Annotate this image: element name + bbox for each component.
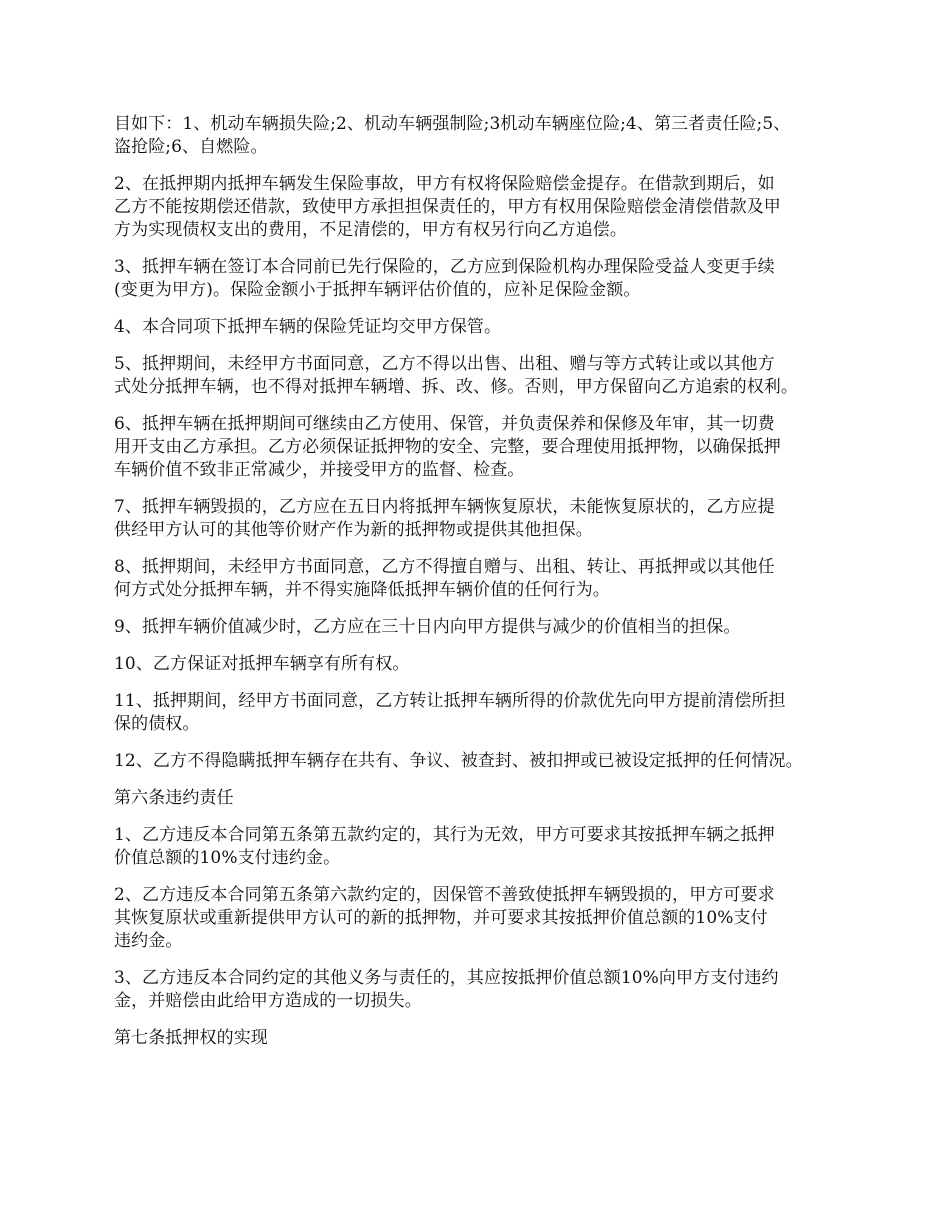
paragraph-clause-8: 8、抵押期间，未经甲方书面同意，乙方不得擅自赠与、出租、转让、再抵押或以其他任 何方式处分抵押车辆，并不得实施降低抵押车辆价值的任何行为。	[114, 557, 775, 600]
paragraph-clause-4: 4、本合同项下抵押车辆的保险凭证均交甲方保管。	[114, 317, 502, 337]
paragraph-clause-2: 2、在抵押期内抵押车辆发生保险事故，甲方有权将保险赔偿金提存。在借款到期后，如 乙方不能按期偿还借款，致使甲方承担担保责任的，甲方有权用保险赔偿金清偿借款及甲 方为实现债权支出的费用，不足清偿的，甲方有权另行向乙方追偿。	[114, 174, 781, 240]
paragraph-clause-12: 12、乙方不得隐瞒抵押车辆存在共有、争议、被查封、被扣押或已被设定抵押的任何情况。	[114, 751, 803, 771]
document-body	[114, 113, 844, 1064]
paragraph-breach-3: 3、乙方违反本合同约定的其他义务与责任的，其应按抵押价值总额10%向甲方支付违约 金，并赔偿由此给甲方造成的一切损失。	[114, 968, 779, 1011]
section-heading-article-6: 第六条违约责任	[114, 788, 234, 808]
paragraph-clause-7: 7、抵押车辆毁损的，乙方应在五日内将抵押车辆恢复原状，未能恢复原状的，乙方应提 供经甲方认可的其他等价财产作为新的抵押物或提供其他担保。	[114, 497, 775, 540]
paragraph-breach-2: 2、乙方违反本合同第五条第六款约定的，因保管不善致使抵押车辆毁损的，甲方可要求 其恢复原状或重新提供甲方认可的新的抵押物，并可要求其按抵押价值总额的10%支付 违约金。	[114, 885, 775, 951]
paragraph-clause-11: 11、抵押期间，经甲方书面同意，乙方转让抵押车辆所得的价款优先向甲方提前清偿所担 保的债权。	[114, 691, 786, 734]
paragraph-clause-6: 6、抵押车辆在抵押期间可继续由乙方使用、保管，并负责保养和保修及年审，其一切费 用开支由乙方承担。乙方必须保证抵押物的安全、完整，要合理使用抵押物，以确保抵押 车辆价值不致非正常减少，并接受甲方的监督、检查。	[114, 414, 781, 480]
paragraph-clause-3: 3、抵押车辆在签订本合同前已先行保险的，乙方应到保险机构办理保险受益人变更手续 (变更为甲方)。保险金额小于抵押车辆评估价值的，应补足保险金额。	[114, 257, 775, 300]
paragraph-clause-5: 5、抵押期间，未经甲方书面同意，乙方不得以出售、出租、赠与等方式转让或以其他方 式处分抵押车辆，也不得对抵押车辆增、拆、改、修。否则，甲方保留向乙方追索的权利。	[114, 354, 798, 397]
paragraph-clause-10: 10、乙方保证对抵押车辆享有所有权。	[114, 654, 410, 674]
section-heading-article-7: 第七条抵押权的实现	[114, 1028, 268, 1048]
paragraph-clause-9: 9、抵押车辆价值减少时，乙方应在三十日内向甲方提供与减少的价值相当的担保。	[114, 617, 741, 637]
paragraph-insurance-items: 目如下：1、机动车辆损失险;2、机动车辆强制险;3机动车辆座位险;4、第三者责任险;5、 盗抢险;6、自燃险。	[114, 114, 791, 157]
paragraph-breach-1: 1、乙方违反本合同第五条第五款约定的，其行为无效，甲方可要求其按抵押车辆之抵押 价值总额的10%支付违约金。	[114, 825, 775, 868]
